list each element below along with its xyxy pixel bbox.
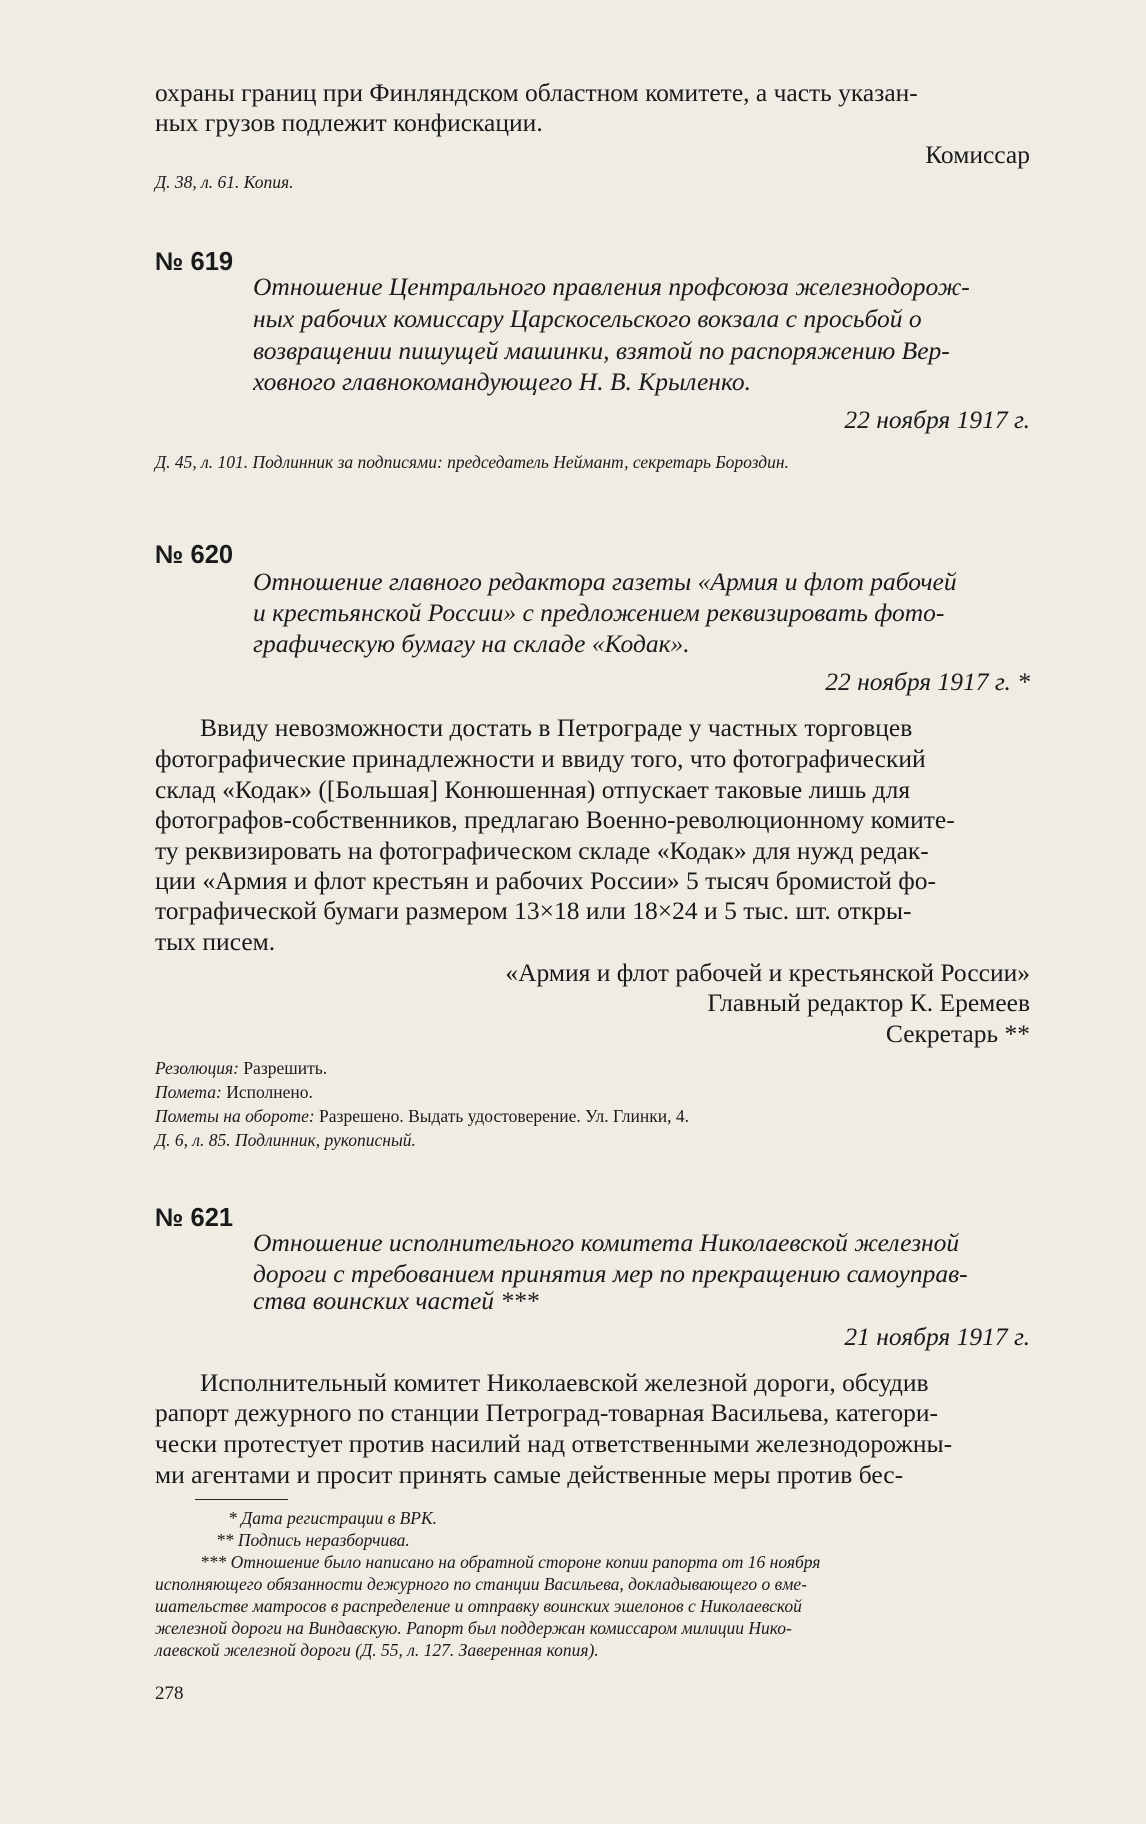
resolution-note: [155, 1058, 327, 1079]
body-line: Исполнительный комитет Николаевской железной дороги, обсудив: [200, 1368, 929, 1397]
document-date: 22 ноября 1917 г. *: [825, 667, 1030, 696]
body-line: фотографические принадлежности и ввиду того, что фотографический: [155, 744, 926, 773]
document-title-line: ства воинских частей ***: [253, 1286, 539, 1315]
body-line: ции «Армия и флот крестьян и рабочих России» 5 тысяч бромистой фо-: [155, 866, 937, 895]
signature-line: Главный редактор К. Еремеев: [707, 988, 1030, 1017]
document-title-line: возвращении пишущей машинки, взятой по распоряжению Вер-: [253, 336, 950, 365]
document-title-line: Отношение исполнительного комитета Николаевской железной: [253, 1228, 960, 1257]
body-line: тографической бумаги размером 13×18 или 18×24 и 5 тыс. шт. откры-: [155, 896, 912, 925]
body-line: склад «Кодак» ([Большая] Конюшенная) отпускает таковые лишь для: [155, 775, 911, 804]
back-marks-note: [155, 1106, 689, 1127]
mark-note: [155, 1082, 313, 1103]
archive-source: Д. 45, л. 101. Подлинник за подписями: председатель Неймант, секретарь Бороздин.: [155, 452, 789, 472]
footnote: ** Подпись неразборчива.: [216, 1530, 410, 1550]
back-marks-label: Пометы на обороте:: [155, 1106, 315, 1126]
body-line: охраны границ при Финляндском областном комитете, а часть указан-: [155, 78, 918, 107]
resolution-text: Разрешить.: [243, 1058, 328, 1078]
signature-line: Секретарь **: [885, 1019, 1030, 1048]
footnote: * Дата регистрации в ВРК.: [228, 1508, 437, 1528]
document-title-line: ных рабочих комиссару Царскосельского вокзала с просьбой о: [253, 304, 922, 333]
body-line: чески протестует против насилий над ответственными железнодорожны-: [155, 1429, 953, 1458]
document-date: 21 ноября 1917 г.: [844, 1322, 1030, 1351]
signature-line: «Армия и флот рабочей и крестьянской России»: [505, 958, 1030, 987]
footnote-rule: [195, 1499, 288, 1500]
body-line: ту реквизировать на фотографическом складе «Кодак» для нужд редак-: [155, 836, 929, 865]
archive-source: Д. 6, л. 85. Подлинник, рукописный.: [155, 1130, 416, 1150]
document-title-line: графическую бумагу на складе «Кодак».: [253, 629, 690, 658]
back-marks-text: Разрешено. Выдать удостоверение. Ул. Глинки, 4.: [319, 1106, 690, 1126]
document-title-line: дороги с требованием принятия мер по прекращению самоуправ-: [253, 1259, 968, 1288]
footnote-continuation: железной дороги на Виндавскую. Рапорт был поддержан комиссаром милиции Нико-: [155, 1618, 792, 1638]
archive-source: Д. 38, л. 61. Копия.: [155, 172, 294, 192]
body-line: тых писем.: [155, 927, 276, 956]
resolution-label: Резолюция:: [155, 1058, 239, 1078]
mark-label: Помета:: [155, 1082, 222, 1102]
body-line: ных грузов подлежит конфискации.: [155, 108, 543, 137]
document-title-line: Отношение главного редактора газеты «Армия и флот рабочей: [253, 567, 957, 596]
body-line: ми агентами и просит принять самые действенные меры против бес-: [155, 1460, 904, 1489]
document-number: № 619: [155, 248, 234, 276]
mark-text: Исполнено.: [226, 1082, 313, 1102]
footnote-continuation: шательстве матросов в распределение и отправку воинских эшелонов с Николаевской: [155, 1596, 802, 1616]
document-number: № 621: [155, 1204, 234, 1232]
document-title-line: Отношение Центрального правления профсоюза железнодорож-: [253, 272, 970, 301]
document-date: 22 ноября 1917 г.: [844, 405, 1030, 434]
footnote-continuation: исполняющего обязанности дежурного по станции Васильева, докладывающего о вме-: [155, 1574, 808, 1594]
document-title-line: и крестьянской России» с предложением реквизировать фото-: [253, 598, 945, 627]
page-number: 278: [155, 1683, 184, 1704]
footnote: *** Отношение было написано на обратной стороне копии рапорта от 16 ноября: [200, 1552, 821, 1572]
signature: Комиссар: [925, 140, 1030, 169]
document-title-line: ховного главнокомандующего Н. В. Крыленко.: [253, 367, 752, 396]
document-number: № 620: [155, 541, 234, 569]
body-line: Ввиду невозможности достать в Петрограде у частных торговцев: [200, 713, 913, 742]
body-line: рапорт дежурного по станции Петроград-товарная Васильева, категори-: [155, 1398, 939, 1427]
body-line: фотографов-собственников, предлагаю Военно-революционному комите-: [155, 805, 955, 834]
footnote-continuation: лаевской железной дороги (Д. 55, л. 127. Заверенная копия).: [155, 1640, 599, 1660]
